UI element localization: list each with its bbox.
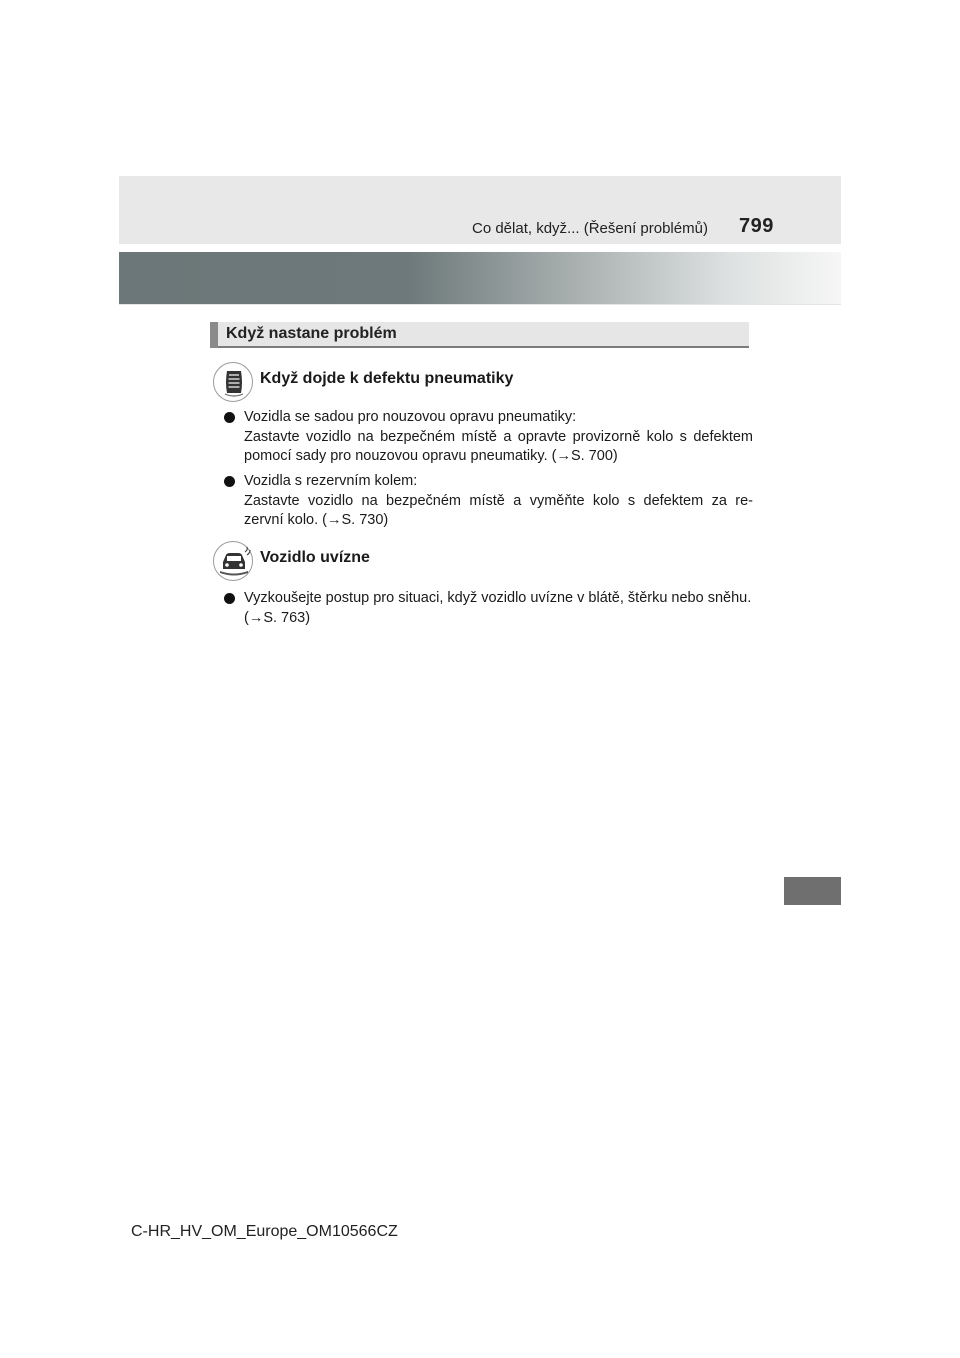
stuck-vehicle-icon <box>213 541 253 581</box>
bullet-icon <box>224 412 235 423</box>
flat-tire-icon <box>213 362 253 402</box>
topic-title-stuck-vehicle: Vozidlo uvízne <box>260 549 370 566</box>
divider <box>119 304 841 305</box>
chapter-title: Co dělat, když... (Řešení problémů) <box>472 220 708 237</box>
text-line: Vozidla se sadou pro nouzovou opravu pneumatiky: <box>244 409 577 425</box>
topic-title-flat-tire: Když dojde k defektu pneumatiky <box>260 370 514 387</box>
section-heading <box>210 322 749 348</box>
text-line: Vyzkoušejte postup pro situaci, když vozidlo uvízne v blátě, štěrku nebo sněhu. <box>244 590 752 606</box>
text-line: (→S. 763) <box>244 609 311 626</box>
text-line: Zastavte vozidlo na bezpečném místě a opravte provizorně kolo s defektem <box>244 428 753 445</box>
bullet-icon <box>224 476 235 487</box>
text-line: Zastavte vozidlo na bezpečném místě a vyměňte kolo s defektem za re- <box>244 492 753 509</box>
bullet-icon <box>224 593 235 604</box>
chapter-band <box>119 252 841 304</box>
text-line: zervní kolo. (→S. 730) <box>244 512 389 528</box>
chapter-tab <box>784 877 841 905</box>
text-line: pomocí sady pro nouzovou opravu pneumatiky. (→S. 700) <box>244 448 618 464</box>
page-number: 799 <box>739 215 774 237</box>
text-line: Vozidla s rezervním kolem: <box>244 473 418 489</box>
section-title: Když nastane problém <box>226 325 397 342</box>
document-id: C-HR_HV_OM_Europe_OM10566CZ <box>131 1223 398 1240</box>
